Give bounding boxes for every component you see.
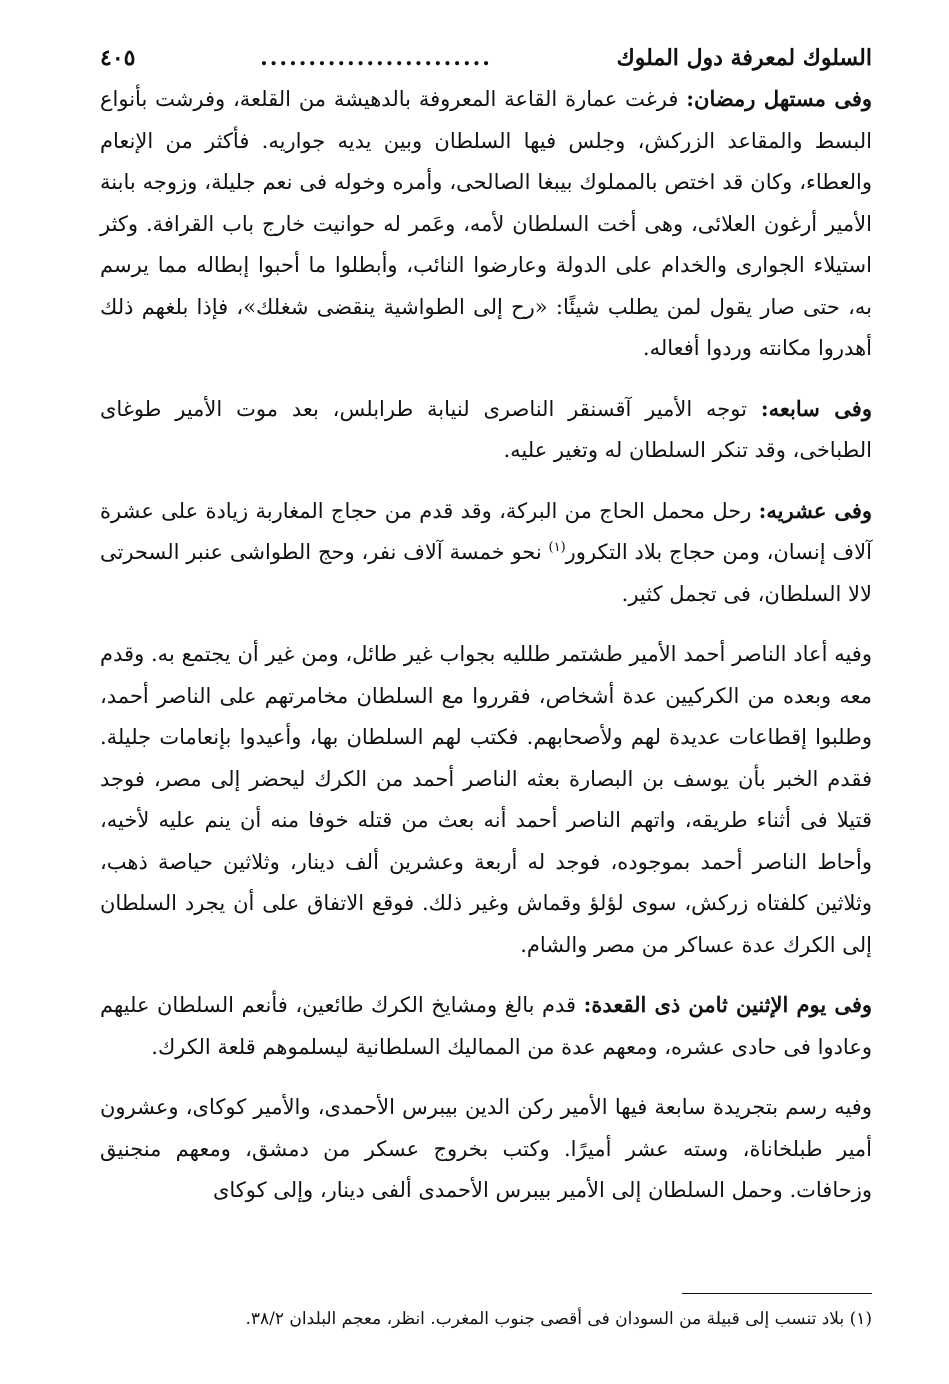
running-header <box>100 38 872 78</box>
header-leader-dots: ........................ <box>260 45 492 71</box>
paragraph-lead: وفى يوم الإثنين ثامن ذى القعدة: <box>583 992 872 1017</box>
paragraph-text: قدم بالغ ومشايخ الكرك طائعين، فأنعم السلطان عليهم وعادوا فى حادى عشره، ومعهم عدة من المماليك السلطانية ليسلموهم قلعة الكرك. <box>100 993 872 1059</box>
paragraph-ramadan <box>100 78 872 370</box>
paragraph-text: وفيه أعاد الناصر أحمد الأمير طشتمر طلليه بجواب غير طائل، ومن غير أن يجتمع به. وقدم معه وبعده من الكركيين عدة أشخاص، فقرروا مع السلطان مخامرتهم على الناصر أحمد، وطلبوا إقطاعات عديدة لهم ولأصحابهم. فكتب لهم السلطان بها، وأعيدوا بإنعامات جليلة. فقدم الخبر بأن يوسف بن البصارة بعثه الناصر أحمد من الكرك ليحضر إلى مصر، فوجد قتيلا فى أثناء طريقه، واتهم الناصر أحمد أنه بعث من قتله خوفا منه أن ينم عليه لأخيه، وأحاط الناصر أحمد بموجوده، فوجد له أربعة وعشرين ألف دينار، وثلاثين حياصة ذهب، وثلاثين كلفتاه زركش، سوى لؤلؤ وقماش وغير ذلك. فوقع الاتفاق على أن يجرد السلطان إلى الكرك عدة عساكر من مصر والشام. <box>100 642 872 957</box>
paragraph-twentieth <box>100 490 872 616</box>
footnote-divider <box>682 1293 872 1294</box>
footnote-marker: (١) <box>548 540 566 555</box>
paragraph-nasir-ahmad <box>100 633 872 966</box>
footnote: (١) بلاد تنسب إلى قبيلة من السودان فى أقصى جنوب المغرب. انظر، معجم البلدان ٣٨/٢. <box>245 1309 872 1329</box>
paragraph-text-continued: نحو خمسة آلاف نفر، وحج الطواشى عنبر السحرتى لالا السلطان، فى تجمل كثير. <box>100 540 872 606</box>
paragraph-text: رحل محمل الحاج من البركة، وقد قدم من حجاج المغاربة زيادة على عشرة آلاف إنسان، ومن حجاج بلاد التكرور <box>100 498 872 564</box>
book-title: السلوك لمعرفة دول الملوك <box>616 45 872 71</box>
paragraph-lead: وفى عشريه: <box>758 497 872 523</box>
page-number: ٤٠٥ <box>100 45 136 71</box>
paragraph-text: فرغت عمارة القاعة المعروفة بالدهيشة من القلعة، وفرشت بأنواع البسط والمقاعد الزركش، وجلس فيها السلطان وبين يديه جواريه. فأكثر من الإنعام والعطاء، وكان قد اختص بالمملوك بيبغا الصالحى، وأمره وخوله فى نعم جليلة، وزوجه بابنة الأمير أرغون العلائى، وهى أخت السلطان لأمه، وعَمر له حوانيت خارج باب القرافة. وكثر استيلاء الجوارى والخدام على الدولة وعارضوا النائب، وأبطلوا ما أحبوا إبطاله مما يرسم به، حتى صار يقول لمن يطلب شيئًا: «رح إلى الطواشية ينقضى شغلك»، فإذا بلغهم ذلك أهدروا مكانته وردوا أفعاله. <box>100 87 872 360</box>
paragraph-dhul-qada <box>100 984 872 1068</box>
paragraph-text: توجه الأمير آقسنقر الناصرى لنيابة طرابلس، بعد موت الأمير طوغاى الطباخى، وقد تنكر السلطان له وتغير عليه. <box>100 396 872 462</box>
paragraph-lead: وفى مستهل رمضان: <box>686 86 873 111</box>
paragraph-seventh <box>100 388 872 472</box>
paragraph-text: وفيه رسم بتجريدة سابعة فيها الأمير ركن الدين بيبرس الأحمدى، والأمير كوكاى، وعشرون أمير طبلخاناة، وسته عشر أميرًا. وكتب بخروج عسكر من دمشق، ومعهم منجنيق وزحافات. وحمل السلطان إلى الأمير بيبرس الأحمدى ألفى دينار، وإلى كوكاى <box>100 1095 872 1202</box>
paragraph-lead: وفى سابعه: <box>760 395 872 421</box>
paragraph-expedition <box>100 1086 872 1212</box>
page-body <box>100 38 872 1212</box>
